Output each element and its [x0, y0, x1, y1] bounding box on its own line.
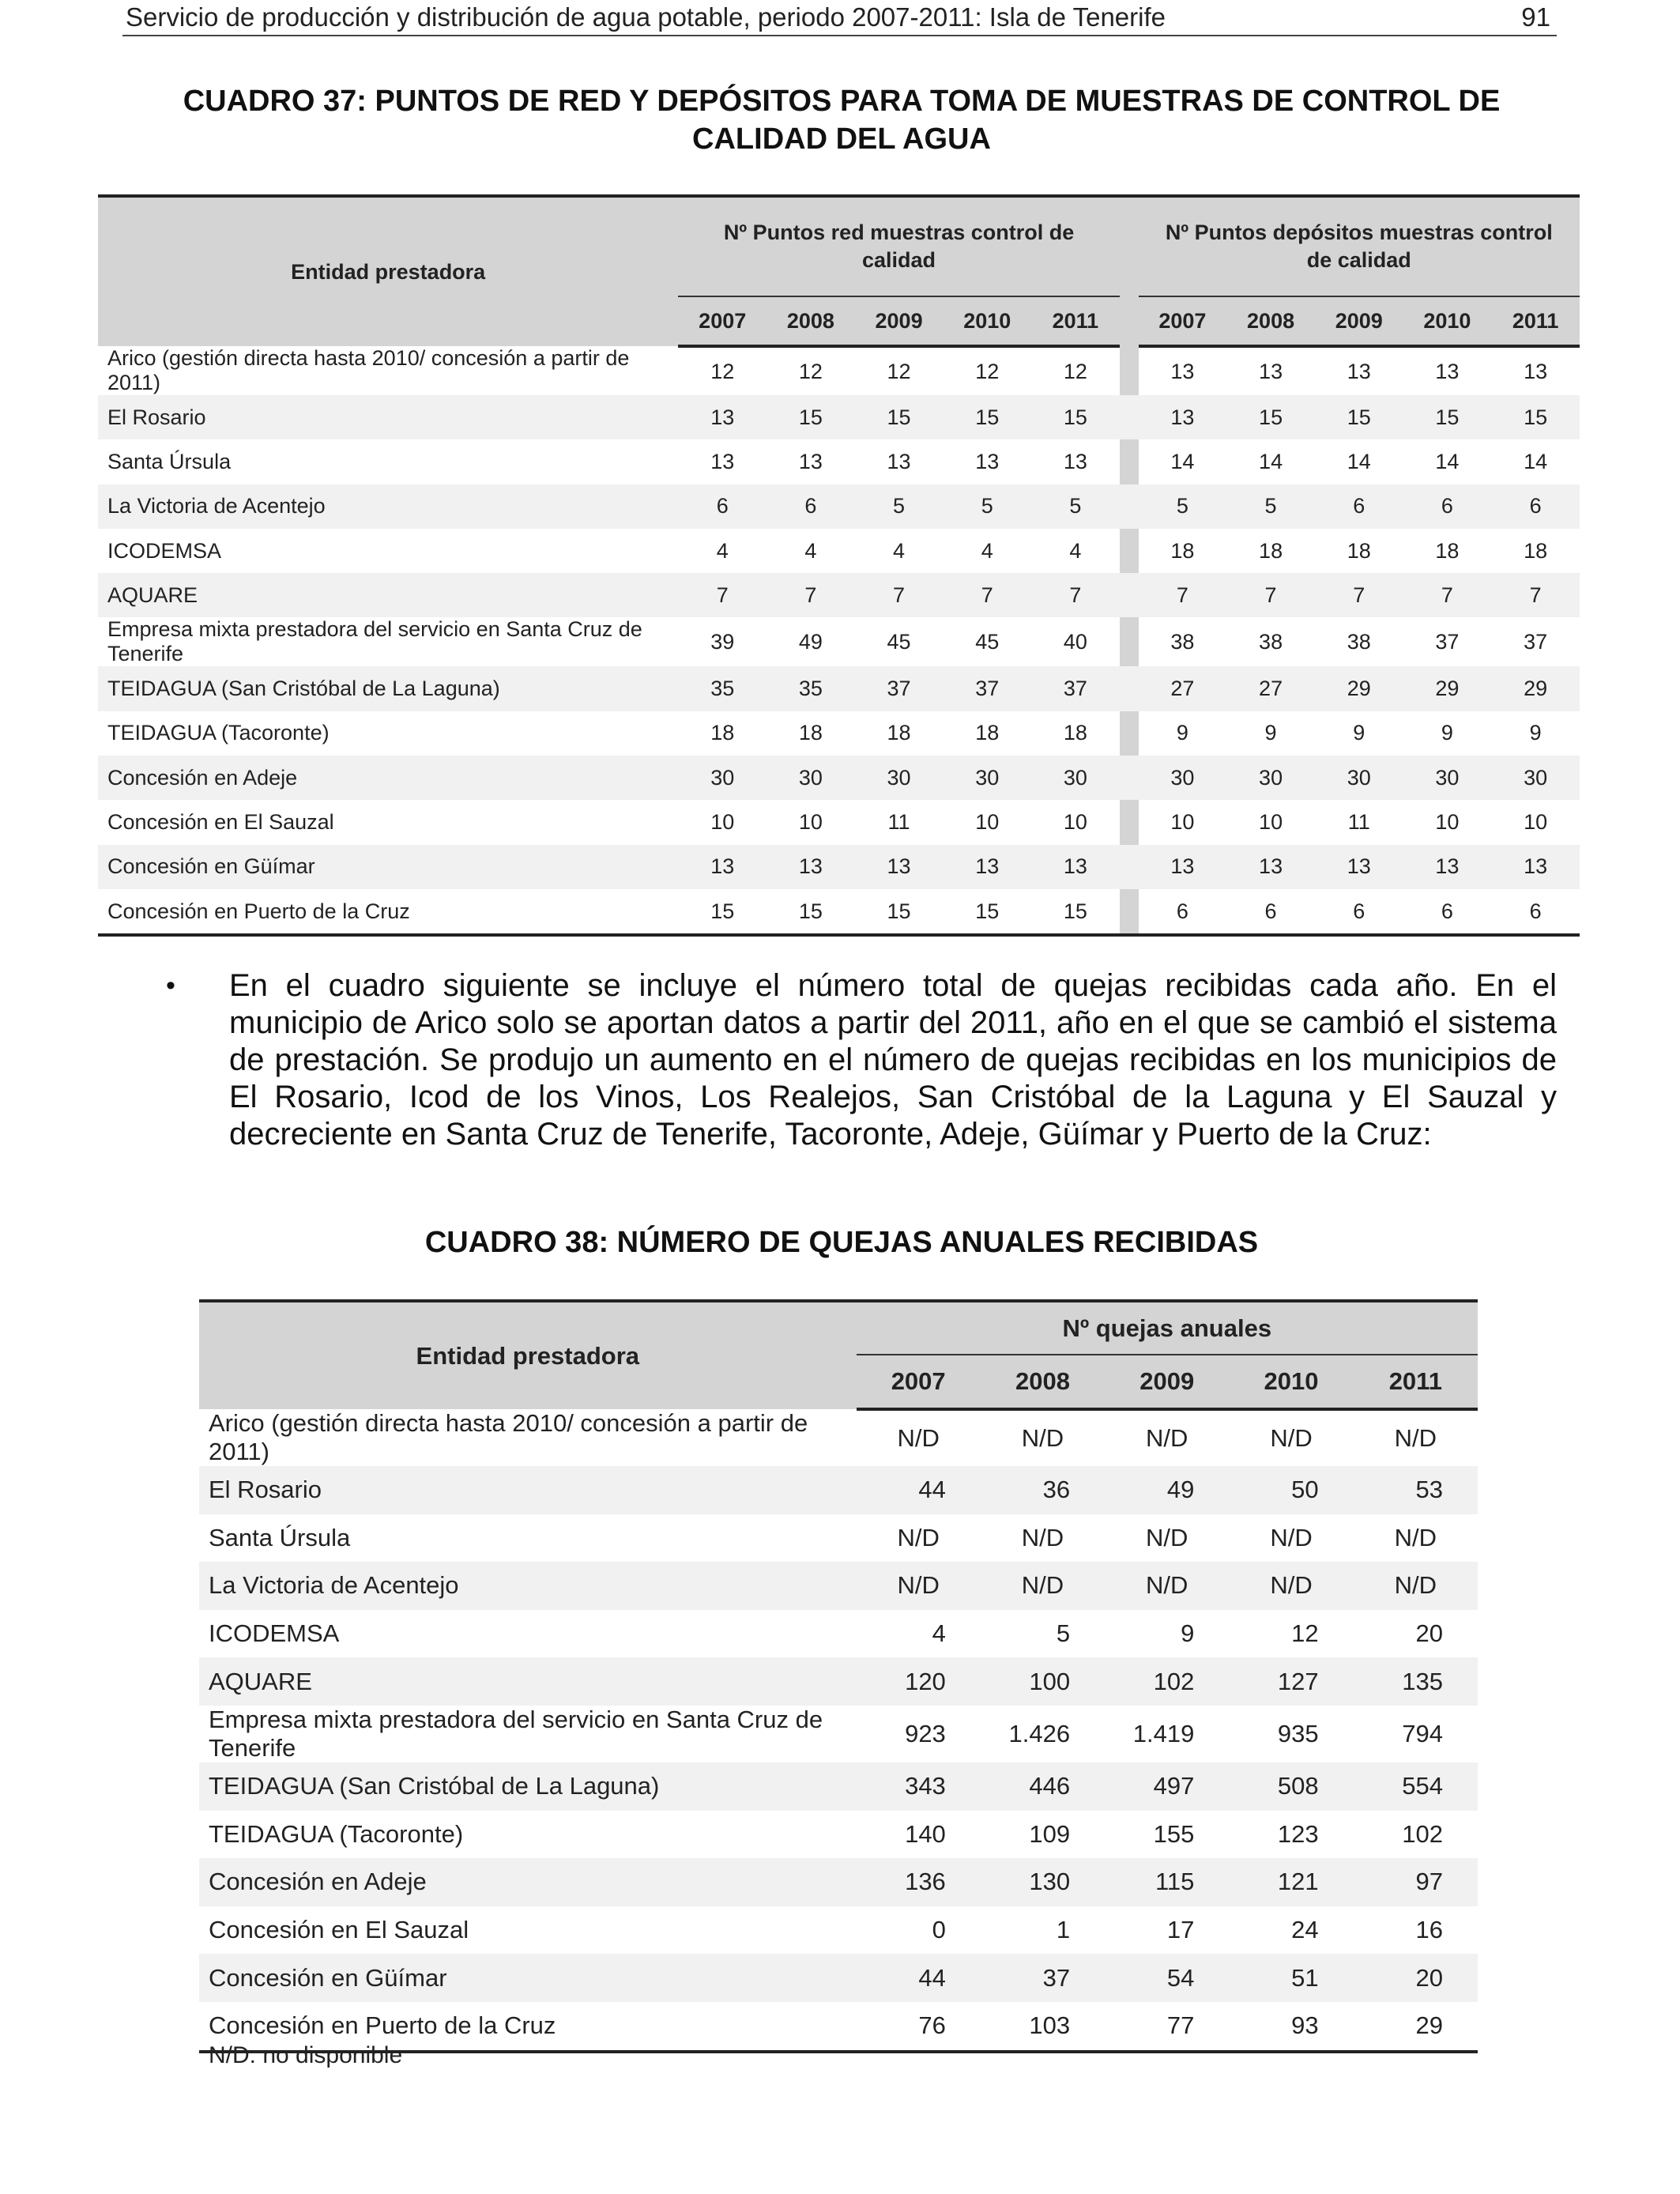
gap-cell [1120, 800, 1139, 844]
quejas-value-cell: 51 [1229, 1954, 1353, 2002]
table-38-quejas-header: Nº quejas anuales [857, 1301, 1478, 1355]
red-value-cell: 7 [767, 573, 855, 617]
red-value-cell: 39 [710, 629, 735, 654]
red-value-cell: 11 [887, 810, 910, 835]
table-row [199, 1610, 1478, 1658]
entity-cell: Concesión en Adeje [98, 756, 678, 800]
table-row [98, 666, 1580, 711]
entity-cell: Concesión en El Sauzal [209, 1916, 469, 1944]
entity-cell: ICODEMSA [107, 538, 222, 563]
depositos-value-cell: 5 [1226, 484, 1315, 529]
quejas-value-cell: 44 [857, 1466, 981, 1514]
table-37-depositos-year-header: 2009 [1315, 296, 1403, 346]
depositos-value-cell: 11 [1347, 810, 1370, 835]
depositos-value-cell: 7 [1403, 573, 1492, 617]
depositos-value-cell: 7 [1491, 573, 1580, 617]
table-38-entity-header: Entidad prestadora [199, 1301, 857, 1409]
depositos-value-cell: 6 [1491, 484, 1580, 529]
table-37-depositos-year-header: 2008 [1226, 296, 1315, 346]
depositos-value-cell: 9 [1529, 721, 1542, 745]
red-value-cell: 7 [943, 573, 1031, 617]
depositos-value-cell: 7 [1139, 573, 1227, 617]
quejas-value-cell: 135 [1354, 1657, 1478, 1706]
red-value-cell: 13 [975, 449, 1000, 473]
red-value-cell: 12 [975, 359, 1000, 383]
quejas-value-cell: 103 [981, 2002, 1105, 2052]
depositos-value-cell: 10 [1170, 810, 1195, 835]
depositos-value-cell: 5 [1139, 484, 1227, 529]
table-38-year-header: 2007 [857, 1355, 981, 1409]
red-value-cell: 12 [798, 359, 823, 383]
depositos-value-cell: 14 [1347, 449, 1371, 473]
depositos-value-cell: 14 [1435, 449, 1460, 473]
depositos-value-cell: 10 [1435, 810, 1460, 835]
quejas-value-cell: N/D [1021, 1523, 1064, 1551]
depositos-value-cell: 13 [1259, 359, 1283, 383]
table-37-red-year-header: 2011 [1031, 296, 1120, 346]
paragraph-text: En el cuadro siguiente se incluye el número total de quejas recibidas cada año. En el municipio de Arico solo se aportan datos a partir del 2011, año en el que se cambió el sistema de prestación. Se produjo un aumento en el número de quejas recibidas en los municipios de El Rosario, Icod de los Vinos, Los Realejos, San Cristóbal de la Laguna y El Sauzal y decreciente en Santa Cruz de Tenerife, Tacoronte, Adeje, Güímar y Puerto de la Cruz: [229, 968, 1557, 1152]
red-value-cell: 13 [1031, 845, 1120, 889]
red-value-cell: 15 [1031, 889, 1120, 935]
red-value-cell: 10 [975, 810, 1000, 835]
table-row [98, 756, 1580, 800]
depositos-value-cell: 10 [1524, 810, 1548, 835]
red-value-cell: 4 [716, 538, 729, 563]
red-value-cell: 6 [678, 484, 767, 529]
red-value-cell: 30 [678, 756, 767, 800]
gap-cell [1120, 617, 1139, 666]
table-row [199, 1466, 1478, 1514]
depositos-value-cell: 38 [1170, 629, 1195, 654]
entity-cell: Arico (gestión directa hasta 2010/ concesión a partir de 2011) [107, 346, 630, 394]
depositos-value-cell: 13 [1226, 845, 1315, 889]
depositos-value-cell: 9 [1176, 721, 1188, 745]
red-value-cell: 15 [855, 395, 944, 439]
quejas-value-cell: N/D [1270, 1523, 1313, 1551]
gap-cell [1120, 756, 1139, 800]
table-38-year-header: 2009 [1105, 1355, 1229, 1409]
quejas-value-cell: N/D [1394, 1523, 1437, 1551]
depositos-value-cell: 13 [1347, 359, 1371, 383]
table-37-depositos-year-header: 2007 [1139, 296, 1227, 346]
entity-cell: Concesión en Güímar [199, 1954, 857, 2002]
table-row [199, 1562, 1478, 1610]
quejas-value-cell: 16 [1415, 1916, 1443, 1944]
table-row [199, 1657, 1478, 1706]
table-37-depositos-header: Nº Puntos depósitos muestras control de calidad [1139, 196, 1580, 296]
depositos-value-cell: 6 [1403, 484, 1492, 529]
table-37-depositos-year-header: 2010 [1403, 296, 1492, 346]
quejas-value-cell: 120 [857, 1657, 981, 1706]
red-value-cell: 13 [678, 395, 767, 439]
red-value-cell: 4 [893, 538, 906, 563]
quejas-value-cell: N/D [857, 1562, 981, 1610]
red-value-cell: 35 [767, 666, 855, 711]
table-38-title: CUADRO 38: NÚMERO DE QUEJAS ANUALES RECIBIDAS [424, 1226, 1259, 1259]
quejas-value-cell: 140 [905, 1819, 946, 1848]
depositos-value-cell: 18 [1347, 538, 1371, 563]
red-value-cell: 30 [1031, 756, 1120, 800]
table-37-red-year-header: 2010 [943, 296, 1031, 346]
depositos-value-cell: 30 [1226, 756, 1315, 800]
entity-cell: ICODEMSA [209, 1619, 340, 1648]
quejas-value-cell: 794 [1402, 1719, 1443, 1747]
red-value-cell: 13 [767, 845, 855, 889]
quejas-value-cell: 1.426 [1008, 1719, 1071, 1747]
entity-cell: AQUARE [98, 573, 678, 617]
table-37-depositos-year-header: 2011 [1491, 296, 1580, 346]
depositos-value-cell: 14 [1524, 449, 1548, 473]
red-value-cell: 4 [1069, 538, 1082, 563]
entity-cell: Concesión en Puerto de la Cruz [98, 889, 678, 935]
depositos-value-cell: 15 [1403, 395, 1492, 439]
depositos-value-cell: 13 [1435, 359, 1460, 383]
gap-cell [1120, 711, 1139, 756]
gap-cell [1120, 573, 1139, 617]
quejas-value-cell: 508 [1229, 1762, 1353, 1811]
red-value-cell: 30 [767, 756, 855, 800]
depositos-value-cell: 18 [1435, 538, 1460, 563]
gap-cell [1120, 346, 1139, 395]
table-row [199, 1409, 1478, 1466]
quejas-value-cell: 36 [981, 1466, 1105, 1514]
quejas-value-cell: 923 [905, 1719, 946, 1747]
quejas-value-cell: 102 [1402, 1819, 1443, 1848]
depositos-value-cell: 13 [1139, 395, 1227, 439]
quejas-value-cell: 100 [981, 1657, 1105, 1706]
table-37-title-line-2: CALIDAD DEL AGUA [692, 123, 991, 156]
quejas-value-cell: 123 [1277, 1819, 1319, 1848]
table-37-title [111, 82, 1573, 158]
quejas-value-cell: 20 [1415, 1619, 1443, 1648]
quejas-value-cell: 446 [981, 1762, 1105, 1811]
gap-cell [1120, 395, 1139, 439]
depositos-value-cell: 6 [1315, 889, 1403, 935]
quejas-value-cell: 935 [1277, 1719, 1319, 1747]
table-row [98, 573, 1580, 617]
entity-cell: TEIDAGUA (Tacoronte) [107, 721, 330, 745]
gap-cell [1120, 484, 1139, 529]
red-value-cell: 37 [1031, 666, 1120, 711]
depositos-value-cell: 27 [1226, 666, 1315, 711]
table-row [98, 439, 1580, 484]
entity-cell: El Rosario [98, 395, 678, 439]
table-37-red-year-header: 2007 [678, 296, 767, 346]
red-value-cell: 7 [855, 573, 944, 617]
red-value-cell: 15 [943, 889, 1031, 935]
quejas-value-cell: N/D [1354, 1562, 1478, 1610]
quejas-value-cell: 44 [857, 1954, 981, 2002]
depositos-value-cell: 6 [1139, 889, 1227, 935]
red-value-cell: 12 [1063, 359, 1087, 383]
depositos-value-cell: 7 [1226, 573, 1315, 617]
quejas-value-cell: 102 [1105, 1657, 1229, 1706]
entity-cell: Empresa mixta prestadora del servicio en Santa Cruz de Tenerife [209, 1705, 823, 1762]
quejas-value-cell: 9 [1181, 1619, 1195, 1648]
quejas-value-cell: 5 [1056, 1619, 1071, 1648]
red-value-cell: 15 [767, 889, 855, 935]
red-value-cell: 18 [798, 721, 823, 745]
entity-cell: TEIDAGUA (San Cristóbal de La Laguna) [199, 1762, 857, 1811]
red-value-cell: 45 [887, 629, 911, 654]
depositos-value-cell: 13 [1491, 845, 1580, 889]
red-value-cell: 4 [804, 538, 817, 563]
quejas-value-cell: 115 [1105, 1858, 1229, 1906]
depositos-value-cell: 9 [1441, 721, 1453, 745]
quejas-value-cell: 127 [1229, 1657, 1353, 1706]
entity-cell: El Rosario [199, 1466, 857, 1514]
quejas-value-cell: N/D [1270, 1424, 1313, 1452]
table-row [199, 1906, 1478, 1955]
quejas-value-cell: N/D [1146, 1424, 1188, 1452]
depositos-value-cell: 14 [1259, 449, 1283, 473]
red-value-cell: 5 [1031, 484, 1120, 529]
red-value-cell: 18 [887, 721, 911, 745]
depositos-value-cell: 18 [1259, 538, 1283, 563]
quejas-value-cell: 77 [1105, 2002, 1229, 2052]
quejas-value-cell: 53 [1354, 1466, 1478, 1514]
red-value-cell: 13 [710, 449, 735, 473]
table-38-footnote: N/D: no disponible [209, 2042, 403, 2068]
gap-cell [1120, 529, 1139, 573]
red-value-cell: 15 [1031, 395, 1120, 439]
quejas-value-cell: 49 [1105, 1466, 1229, 1514]
red-value-cell: 15 [767, 395, 855, 439]
quejas-value-cell: 93 [1229, 2002, 1353, 2052]
depositos-value-cell: 18 [1170, 538, 1195, 563]
quejas-value-cell: 4 [932, 1619, 946, 1648]
quejas-value-cell: 54 [1105, 1954, 1229, 2002]
quejas-value-cell: N/D [1021, 1424, 1064, 1452]
red-value-cell: 10 [710, 810, 735, 835]
depositos-value-cell: 15 [1226, 395, 1315, 439]
red-value-cell: 13 [943, 845, 1031, 889]
depositos-value-cell: 6 [1491, 889, 1580, 935]
depositos-value-cell: 30 [1491, 756, 1580, 800]
table-38-year-header: 2008 [981, 1355, 1105, 1409]
entity-cell: AQUARE [199, 1657, 857, 1706]
red-value-cell: 18 [710, 721, 735, 745]
quejas-value-cell: N/D [1105, 1562, 1229, 1610]
quejas-value-cell: 12 [1291, 1619, 1319, 1648]
running-header [122, 0, 1557, 36]
depositos-value-cell: 13 [1403, 845, 1492, 889]
entity-cell: Santa Úrsula [107, 449, 232, 473]
running-header-title: Servicio de producción y distribución de agua potable, periodo 2007-2011: Isla de Tenerife [126, 2, 1166, 32]
quejas-value-cell: 136 [857, 1858, 981, 1906]
quejas-value-cell: 0 [932, 1916, 946, 1944]
depositos-value-cell: 13 [1139, 845, 1227, 889]
quejas-value-cell: 37 [981, 1954, 1105, 2002]
red-value-cell: 15 [943, 395, 1031, 439]
red-value-cell: 13 [798, 449, 823, 473]
gap-cell [1120, 889, 1139, 935]
quejas-value-cell: 554 [1354, 1762, 1478, 1811]
table-38-year-header: 2011 [1354, 1355, 1478, 1409]
entity-cell: Santa Úrsula [209, 1523, 351, 1551]
quejas-value-cell: N/D [981, 1562, 1105, 1610]
quejas-value-cell: 50 [1229, 1466, 1353, 1514]
quejas-value-cell: N/D [1229, 1562, 1353, 1610]
depositos-value-cell: 30 [1315, 756, 1403, 800]
red-value-cell: 45 [975, 629, 1000, 654]
bullet-icon: • [166, 971, 175, 1001]
depositos-value-cell: 15 [1315, 395, 1403, 439]
depositos-value-cell: 29 [1491, 666, 1580, 711]
entity-cell: Empresa mixta prestadora del servicio en Santa Cruz de Tenerife [107, 617, 642, 666]
depositos-value-cell: 38 [1347, 629, 1371, 654]
red-value-cell: 13 [855, 845, 944, 889]
table-row [98, 346, 1580, 395]
depositos-value-cell: 13 [1315, 845, 1403, 889]
red-value-cell: 5 [855, 484, 944, 529]
depositos-value-cell: 9 [1353, 721, 1365, 745]
depositos-value-cell: 27 [1139, 666, 1227, 711]
quejas-value-cell: 29 [1354, 2002, 1478, 2052]
quejas-value-cell: 130 [981, 1858, 1105, 1906]
quejas-value-cell: 76 [857, 2002, 981, 2052]
table-row [199, 1954, 1478, 2002]
entity-cell: La Victoria de Acentejo [199, 1562, 857, 1610]
table-37-red-year-header: 2008 [767, 296, 855, 346]
depositos-value-cell: 6 [1315, 484, 1403, 529]
gap-cell [1120, 666, 1139, 711]
depositos-value-cell: 38 [1259, 629, 1283, 654]
table-row [199, 1706, 1478, 1762]
table-row [199, 1762, 1478, 1811]
red-value-cell: 18 [975, 721, 1000, 745]
table-row [98, 529, 1580, 573]
red-value-cell: 10 [1063, 810, 1087, 835]
depositos-value-cell: 18 [1524, 538, 1548, 563]
red-value-cell: 15 [855, 889, 944, 935]
entity-cell: Arico (gestión directa hasta 2010/ concesión a partir de 2011) [209, 1409, 808, 1465]
table-37-red-year-header: 2009 [855, 296, 944, 346]
red-value-cell: 4 [981, 538, 993, 563]
red-value-cell: 10 [798, 810, 823, 835]
quejas-value-cell: N/D [1146, 1523, 1188, 1551]
quejas-value-cell: 1 [1056, 1916, 1071, 1944]
depositos-value-cell: 15 [1491, 395, 1580, 439]
table-row [98, 845, 1580, 889]
quejas-value-cell: 109 [1029, 1819, 1071, 1848]
depositos-value-cell: 30 [1403, 756, 1492, 800]
table-row [199, 1514, 1478, 1563]
page-number: 91 [1521, 2, 1550, 32]
quejas-value-cell: 121 [1229, 1858, 1353, 1906]
red-value-cell: 30 [855, 756, 944, 800]
quejas-value-cell: 17 [1166, 1916, 1195, 1944]
entity-cell: TEIDAGUA (San Cristóbal de La Laguna) [98, 666, 678, 711]
table-row [98, 800, 1580, 844]
quejas-value-cell: 1.419 [1132, 1719, 1195, 1747]
table-37-entity-header: Entidad prestadora [98, 196, 678, 346]
table-row [199, 1811, 1478, 1859]
table-row [98, 395, 1580, 439]
gap-cell [1120, 845, 1139, 889]
depositos-value-cell: 30 [1139, 756, 1227, 800]
red-value-cell: 18 [1063, 721, 1087, 745]
table-37-red-header: Nº Puntos red muestras control de calidad [678, 196, 1119, 296]
quejas-value-cell: N/D [897, 1424, 940, 1452]
red-value-cell: 37 [943, 666, 1031, 711]
quejas-value-cell: 97 [1354, 1858, 1478, 1906]
depositos-value-cell: 14 [1170, 449, 1195, 473]
red-value-cell: 5 [943, 484, 1031, 529]
red-value-cell: 40 [1063, 629, 1087, 654]
red-value-cell: 7 [1031, 573, 1120, 617]
quejas-value-cell: 24 [1291, 1916, 1319, 1944]
depositos-value-cell: 37 [1435, 629, 1460, 654]
quejas-value-cell: N/D [1394, 1424, 1437, 1452]
table-row [98, 711, 1580, 756]
depositos-value-cell: 7 [1315, 573, 1403, 617]
entity-cell: Concesión en Adeje [199, 1858, 857, 1906]
table-37 [98, 194, 1580, 937]
depositos-value-cell: 13 [1524, 359, 1548, 383]
depositos-value-cell: 13 [1170, 359, 1195, 383]
depositos-value-cell: 6 [1226, 889, 1315, 935]
table-row [98, 889, 1580, 935]
red-value-cell: 7 [678, 573, 767, 617]
quejas-value-cell: 343 [857, 1762, 981, 1811]
depositos-value-cell: 10 [1259, 810, 1283, 835]
gap-cell [1120, 439, 1139, 484]
table-row [199, 1858, 1478, 1906]
depositos-value-cell: 37 [1524, 629, 1548, 654]
red-value-cell: 30 [943, 756, 1031, 800]
table-37-title-line-1: CUADRO 37: PUNTOS DE RED Y DEPÓSITOS PARA TOMA DE MUESTRAS DE CONTROL DE [183, 85, 1501, 118]
entity-cell: La Victoria de Acentejo [98, 484, 678, 529]
entity-cell: Concesión en El Sauzal [107, 810, 334, 835]
red-value-cell: 12 [710, 359, 735, 383]
quejas-value-cell: N/D [897, 1523, 940, 1551]
table-38-year-header: 2010 [1229, 1355, 1353, 1409]
entity-cell: Concesión en Puerto de la Cruz [199, 2002, 857, 2052]
entity-cell: Concesión en Güímar [98, 845, 678, 889]
red-value-cell: 6 [767, 484, 855, 529]
quejas-value-cell: 20 [1354, 1954, 1478, 2002]
red-value-cell: 13 [887, 449, 911, 473]
table-38 [199, 1299, 1478, 2053]
red-value-cell: 12 [887, 359, 911, 383]
depositos-value-cell: 6 [1403, 889, 1492, 935]
depositos-value-cell: 29 [1403, 666, 1492, 711]
quejas-value-cell: 155 [1153, 1819, 1195, 1848]
red-value-cell: 49 [798, 629, 823, 654]
table-row [98, 617, 1580, 666]
table-row [98, 484, 1580, 529]
red-value-cell: 15 [678, 889, 767, 935]
quejas-value-cell: 497 [1105, 1762, 1229, 1811]
entity-cell: TEIDAGUA (Tacoronte) [209, 1819, 464, 1848]
depositos-value-cell: 29 [1315, 666, 1403, 711]
red-value-cell: 35 [678, 666, 767, 711]
red-value-cell: 13 [678, 845, 767, 889]
red-value-cell: 13 [1063, 449, 1087, 473]
depositos-value-cell: 9 [1264, 721, 1277, 745]
red-value-cell: 37 [855, 666, 944, 711]
table-37-header-gap [1120, 196, 1139, 346]
